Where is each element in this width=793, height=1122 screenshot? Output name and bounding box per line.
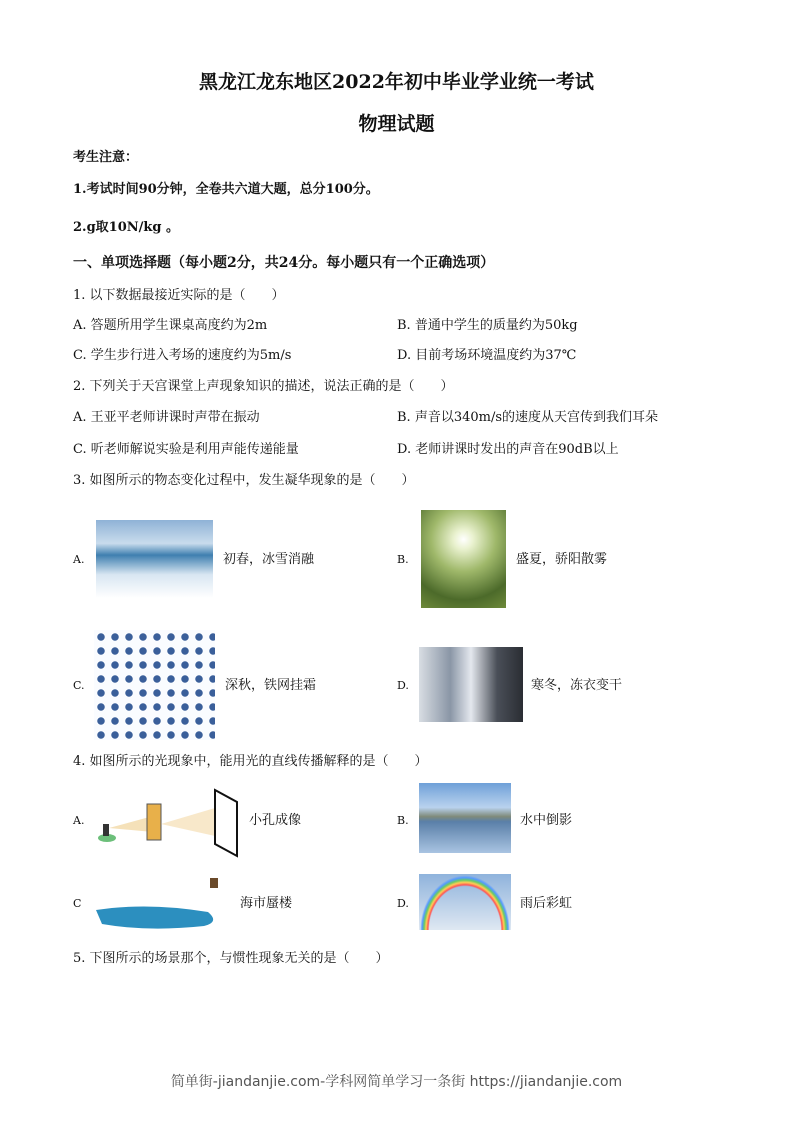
option: C. 学生步行进入考场的速度约为5m/s (73, 348, 292, 363)
question-stem: 4. 如图所示的光现象中，能用光的直线传播解释的是（ ） (73, 754, 428, 769)
question-stem: 1. 以下数据最接近实际的是（ ） (73, 288, 285, 303)
mirage-image (88, 872, 228, 930)
ice-melting-image (96, 520, 213, 598)
caption: 深秋，铁网挂霜 (225, 678, 317, 693)
rainbow-image (419, 874, 511, 930)
footer-watermark: 简单街-jiandanjie.com-学科网简单学习一条街 https://jiandanjie.com (170, 1074, 623, 1090)
notice-heading: 考生注意： (73, 150, 139, 165)
caption: 海市蜃楼 (240, 896, 293, 911)
question-stem: 2. 下列关于天宫课堂上声现象知识的描述，说法正确的是（ ） (73, 379, 454, 394)
option-letter: D. (397, 897, 409, 910)
option-letter: A. (73, 553, 85, 566)
option: C. 听老师解说实验是利用声能传递能量 (73, 442, 299, 457)
pinhole-camera-diagram (95, 786, 240, 858)
frost-fence-image (94, 630, 215, 740)
caption: 雨后彩虹 (520, 896, 573, 911)
option-letter: D. (397, 679, 409, 692)
caption: 盛夏，骄阳散雾 (516, 552, 608, 567)
caption: 寒冬，冻衣变干 (531, 678, 623, 693)
notice-item: 2.g取10N/kg 。 (73, 220, 180, 235)
caption: 水中倒影 (520, 813, 573, 828)
water-reflection-image (419, 783, 511, 853)
option: D. 老师讲课时发出的声音在90dB以上 (397, 442, 619, 457)
caption: 小孔成像 (249, 813, 302, 828)
question-stem: 5. 下图所示的场景那个，与惯性现象无关的是（ ） (73, 951, 389, 966)
notice-item: 1.考试时间90分钟，全卷共六道大题，总分100分。 (73, 182, 379, 197)
frozen-clothes-image (419, 647, 523, 722)
question-stem: 3. 如图所示的物态变化过程中，发生凝华现象的是（ ） (73, 473, 415, 488)
option-letter: B. (397, 814, 409, 827)
option: D. 目前考场环境温度约为37℃ (397, 348, 577, 363)
caption: 初春，冰雪消融 (223, 552, 315, 567)
option: B. 普通中学生的质量约为50kg (397, 318, 578, 333)
option: A. 答题所用学生课桌高度约为2m (73, 318, 268, 333)
option-letter: C (73, 897, 82, 910)
page-title: 黑龙江龙东地区2022年初中毕业学业统一考试 (199, 71, 594, 93)
option-letter: C. (73, 679, 85, 692)
option-letter: B. (397, 553, 409, 566)
page-subtitle: 物理试题 (358, 113, 435, 135)
option-letter: A. (73, 814, 85, 827)
option: B. 声音以340m/s的速度从天宫传到我们耳朵 (397, 410, 659, 425)
sunny-fog-image (421, 510, 506, 608)
section-heading: 一、单项选择题（每小题2分，共24分。每小题只有一个正确选项） (73, 255, 495, 271)
option: A. 王亚平老师讲课时声带在振动 (73, 410, 260, 425)
